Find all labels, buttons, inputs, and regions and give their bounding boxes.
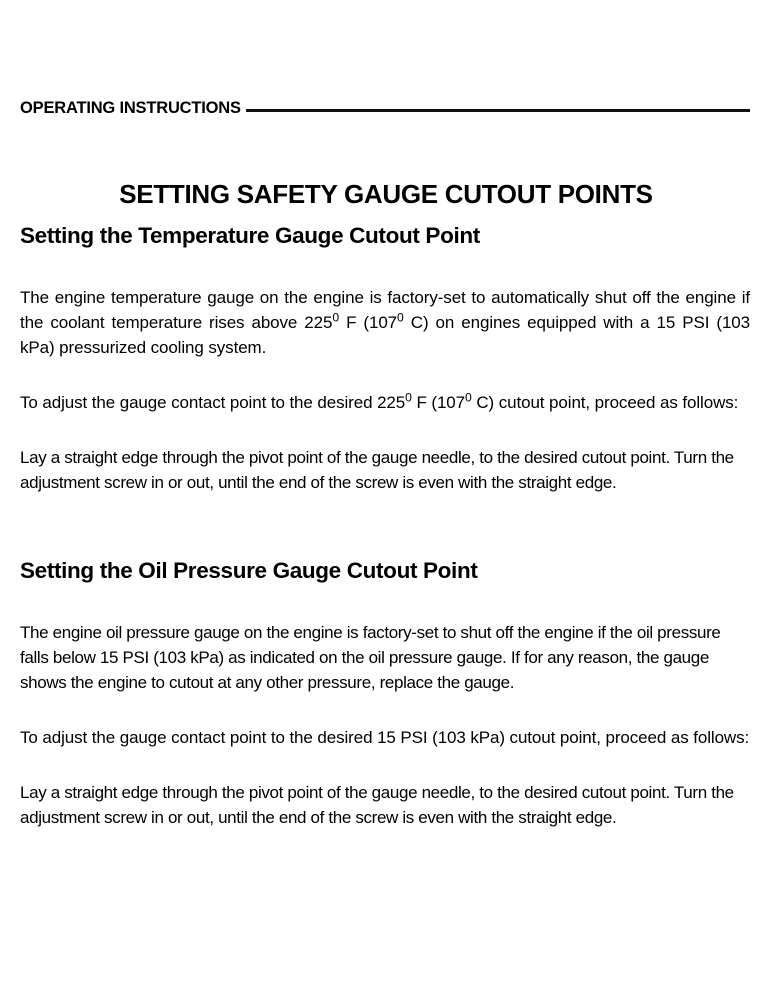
section-oil-pressure-gauge <box>20 557 750 830</box>
degree-symbol: 0 <box>332 310 340 325</box>
paragraph-oil-procedure: Lay a straight edge through the pivot point of the gauge needle, to the desired cutout point. Turn the adjustment screw in or out, until the end of the screw is even with the straight edge. <box>20 783 734 827</box>
spacer <box>20 415 750 445</box>
spacer <box>20 695 750 725</box>
spacer <box>20 750 750 780</box>
page-title: SETTING SAFETY GAUGE CUTOUT POINTS <box>119 179 653 210</box>
spacer <box>20 495 750 557</box>
paragraph-temperature-adjust: To adjust the gauge contact point to the desired $225^0$ F ($107^0$ C) cutout point, proceed as follows: <box>20 390 739 412</box>
section-heading-oil-pressure-gauge: Setting the Oil Pressure Gauge Cutout Point <box>20 558 478 583</box>
degree-symbol: 0 <box>405 390 412 405</box>
spacer <box>20 249 750 285</box>
running-header-label: OPERATING INSTRUCTIONS <box>20 99 241 117</box>
document-body <box>20 222 750 830</box>
header-divider-rule <box>246 109 750 112</box>
paragraph-temperature-intro: The engine temperature gauge on the engine is factory-set to automatically shut off the engine if the coolant temperature rises above $225^0$ F ($107^0$ C) on engines equipped with a 15 PSI (103 kPa) pressurized cooling system. <box>20 288 751 357</box>
paragraph-oil-intro: The engine oil pressure gauge on the engine is factory-set to shut off the engine if the oil pressure falls below 15 PSI (103 kPa) as indicated on the oil pressure gauge. If for any reason, the gauge shows the engine to cutout at any other pressure, replace the gauge. <box>20 623 721 692</box>
section-heading-temperature-gauge: Setting the Temperature Gauge Cutout Point <box>20 223 480 248</box>
degree-symbol: 0 <box>397 310 404 325</box>
spacer <box>20 360 750 390</box>
section-temperature-gauge <box>20 222 750 495</box>
running-header <box>20 100 750 117</box>
spacer <box>20 584 750 620</box>
paragraph-oil-adjust: To adjust the gauge contact point to the desired 15 PSI (103 kPa) cutout point, proceed as follows: <box>20 728 750 747</box>
degree-symbol: 0 <box>465 390 472 405</box>
paragraph-temperature-procedure: Lay a straight edge through the pivot point of the gauge needle, to the desired cutout point. Turn the adjustment screw in or out, until the end of the screw is even with the straight edge. <box>20 448 734 492</box>
